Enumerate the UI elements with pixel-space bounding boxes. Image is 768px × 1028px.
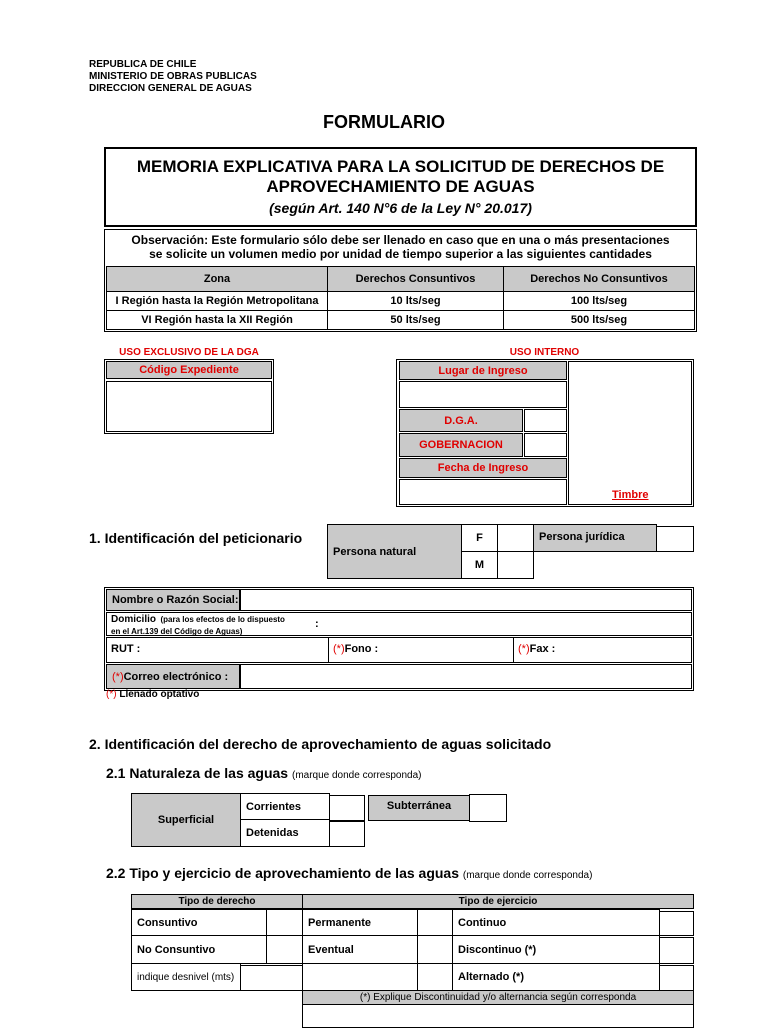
main-title [104,157,697,197]
org-header [89,59,257,95]
main-title-line-2: APROVECHAMIENTO DE AGUAS [266,177,535,196]
codigo-expediente-field[interactable] [106,381,272,432]
nombre-input[interactable] [240,589,692,611]
desnivel-input[interactable] [240,965,303,991]
blank-cell [302,963,418,991]
fax-asterisk: (*) [518,643,530,655]
table-header-no-consuntivos: Derechos No Consuntivos [503,266,695,292]
fecha-ingreso-field[interactable] [399,479,567,505]
discontinuo-label: Discontinuo (*) [452,935,660,964]
fax-label [518,643,555,655]
subterranea-label: Subterránea [368,795,470,821]
no-consuntivo-checkbox[interactable] [266,935,303,964]
table-row-2-consuntivos: 50 lts/seg [327,310,504,330]
table-row-2-zona: VI Región hasta la XII Región [106,310,328,330]
eventual-label: Eventual [302,935,418,964]
sexo-f-label: F [461,524,498,552]
fono-label-text: Fono : [344,643,379,655]
fono-label [333,643,378,655]
superficial-label: Superficial [131,793,241,847]
section1-title: 1. Identificación del peticionario [89,530,303,546]
alternado-label: Alternado (*) [452,963,660,991]
table-row-2-no-consuntivos: 500 lts/seg [503,310,695,330]
correo-input[interactable] [240,664,692,689]
lugar-ingreso-label: Lugar de Ingreso [399,361,567,380]
uso-interno-title: USO INTERNO [509,347,580,358]
form-title: FORMULARIO [323,112,445,132]
domicilio-note-1: (para los efectos de lo dispuesto [160,615,285,624]
no-consuntivo-label: No Consuntivo [131,935,267,964]
optativo-text: Llenado optativo [119,689,200,700]
persona-juridica-label: Persona jurídica [533,524,657,552]
corrientes-label: Corrientes [240,793,330,820]
eventual-checkbox[interactable] [417,935,453,964]
main-title-line-1: MEMORIA EXPLICATIVA PARA LA SOLICITUD DE DERECHOS DE [136,157,665,176]
discontinuo-checkbox[interactable] [659,937,694,964]
section21-title [106,765,422,781]
domicilio-note-2: en el Art.139 del Código de Aguas) [111,627,243,636]
dga-label: D.G.A. [399,409,523,432]
correo-label-text: Correo electrónico : [123,670,229,683]
sexo-m-label: M [461,551,498,579]
tipo-derecho-header: Tipo de derecho [131,894,303,909]
tipo-ejercicio-header: Tipo de ejercicio [302,894,694,909]
section22-title-text: 2.2 Tipo y ejercicio de aprovechamiento de las aguas [106,865,459,881]
header-line-1: REPUBLICA DE CHILE [89,59,197,70]
nombre-label: Nombre o Razón Social: [106,589,240,611]
correo-label [106,664,240,689]
section2-title: 2. Identificación del derecho de aprovechamiento de aguas solicitado [89,736,552,752]
blank-checkbox-cell [417,963,453,991]
main-subtitle: (según Art. 140 N°6 de la Ley N° 20.017) [269,200,532,216]
domicilio-label [111,613,285,637]
timbre-box [568,361,692,505]
section21-note: (marque donde corresponda) [291,770,422,781]
section22-note: (marque donde corresponda) [462,870,593,881]
observacion-line-1: Observación: Este formulario sólo debe ser llenado en caso que en una o más presentaciones [131,233,670,247]
fono-asterisk: (*) [333,643,345,655]
gobernacion-checkbox[interactable] [524,433,567,457]
table-row-1-zona: I Región hasta la Región Metropolitana [106,291,328,311]
table-header-consuntivos: Derechos Consuntivos [327,266,504,292]
permanente-label: Permanente [302,909,418,936]
timbre-label: Timbre [612,489,649,501]
lugar-ingreso-field[interactable] [399,381,567,408]
codigo-expediente-label: Código Expediente [106,361,272,379]
table-header-zona: Zona [106,266,328,292]
domicilio-colon: : [315,618,319,630]
header-line-2: MINISTERIO DE OBRAS PUBLICAS [89,71,257,82]
permanente-checkbox[interactable] [417,909,453,936]
dga-checkbox[interactable] [524,409,567,432]
corrientes-checkbox[interactable] [329,795,365,821]
observacion-line-2: se solicite un volumen medio por unidad de tiempo superior a las siguientes cantidades [149,247,652,261]
correo-asterisk: (*) [112,670,124,683]
sexo-m-checkbox[interactable] [497,551,534,579]
fecha-ingreso-label: Fecha de Ingreso [399,458,567,478]
explique-note: (*) Explique Discontinuidad y/o alternancia según corresponda [302,990,694,1005]
gobernacion-label: GOBERNACION [399,433,523,457]
desnivel-label: indique desnivel (mts) [131,963,241,991]
table-row-1-consuntivos: 10 lts/seg [327,291,504,311]
continuo-label: Continuo [452,909,660,936]
domicilio-label-text: Domicilio [111,614,157,625]
dga-exclusive-title: USO EXCLUSIVO DE LA DGA [119,347,259,358]
rut-label: RUT : [111,643,141,655]
consuntivo-label: Consuntivo [131,909,267,936]
optativo-note [106,689,199,700]
sexo-f-checkbox[interactable] [497,524,534,552]
detenidas-label: Detenidas [240,819,330,847]
subterranea-checkbox[interactable] [469,794,507,822]
alternado-checkbox[interactable] [659,965,694,991]
detenidas-checkbox[interactable] [329,821,365,847]
table-row-1-no-consuntivos: 100 lts/seg [503,291,695,311]
persona-juridica-checkbox[interactable] [656,526,694,552]
consuntivo-checkbox[interactable] [266,909,303,936]
continuo-checkbox[interactable] [659,911,694,936]
persona-natural-label: Persona natural [327,524,462,579]
observacion-text [104,233,697,261]
fax-label-text: Fax : [529,643,556,655]
optativo-asterisk: (*) [106,689,117,700]
explique-input[interactable] [302,1004,694,1028]
section21-title-text: 2.1 Naturaleza de las aguas [106,765,289,781]
section22-title [106,865,592,881]
header-line-3: DIRECCION GENERAL DE AGUAS [89,83,252,94]
